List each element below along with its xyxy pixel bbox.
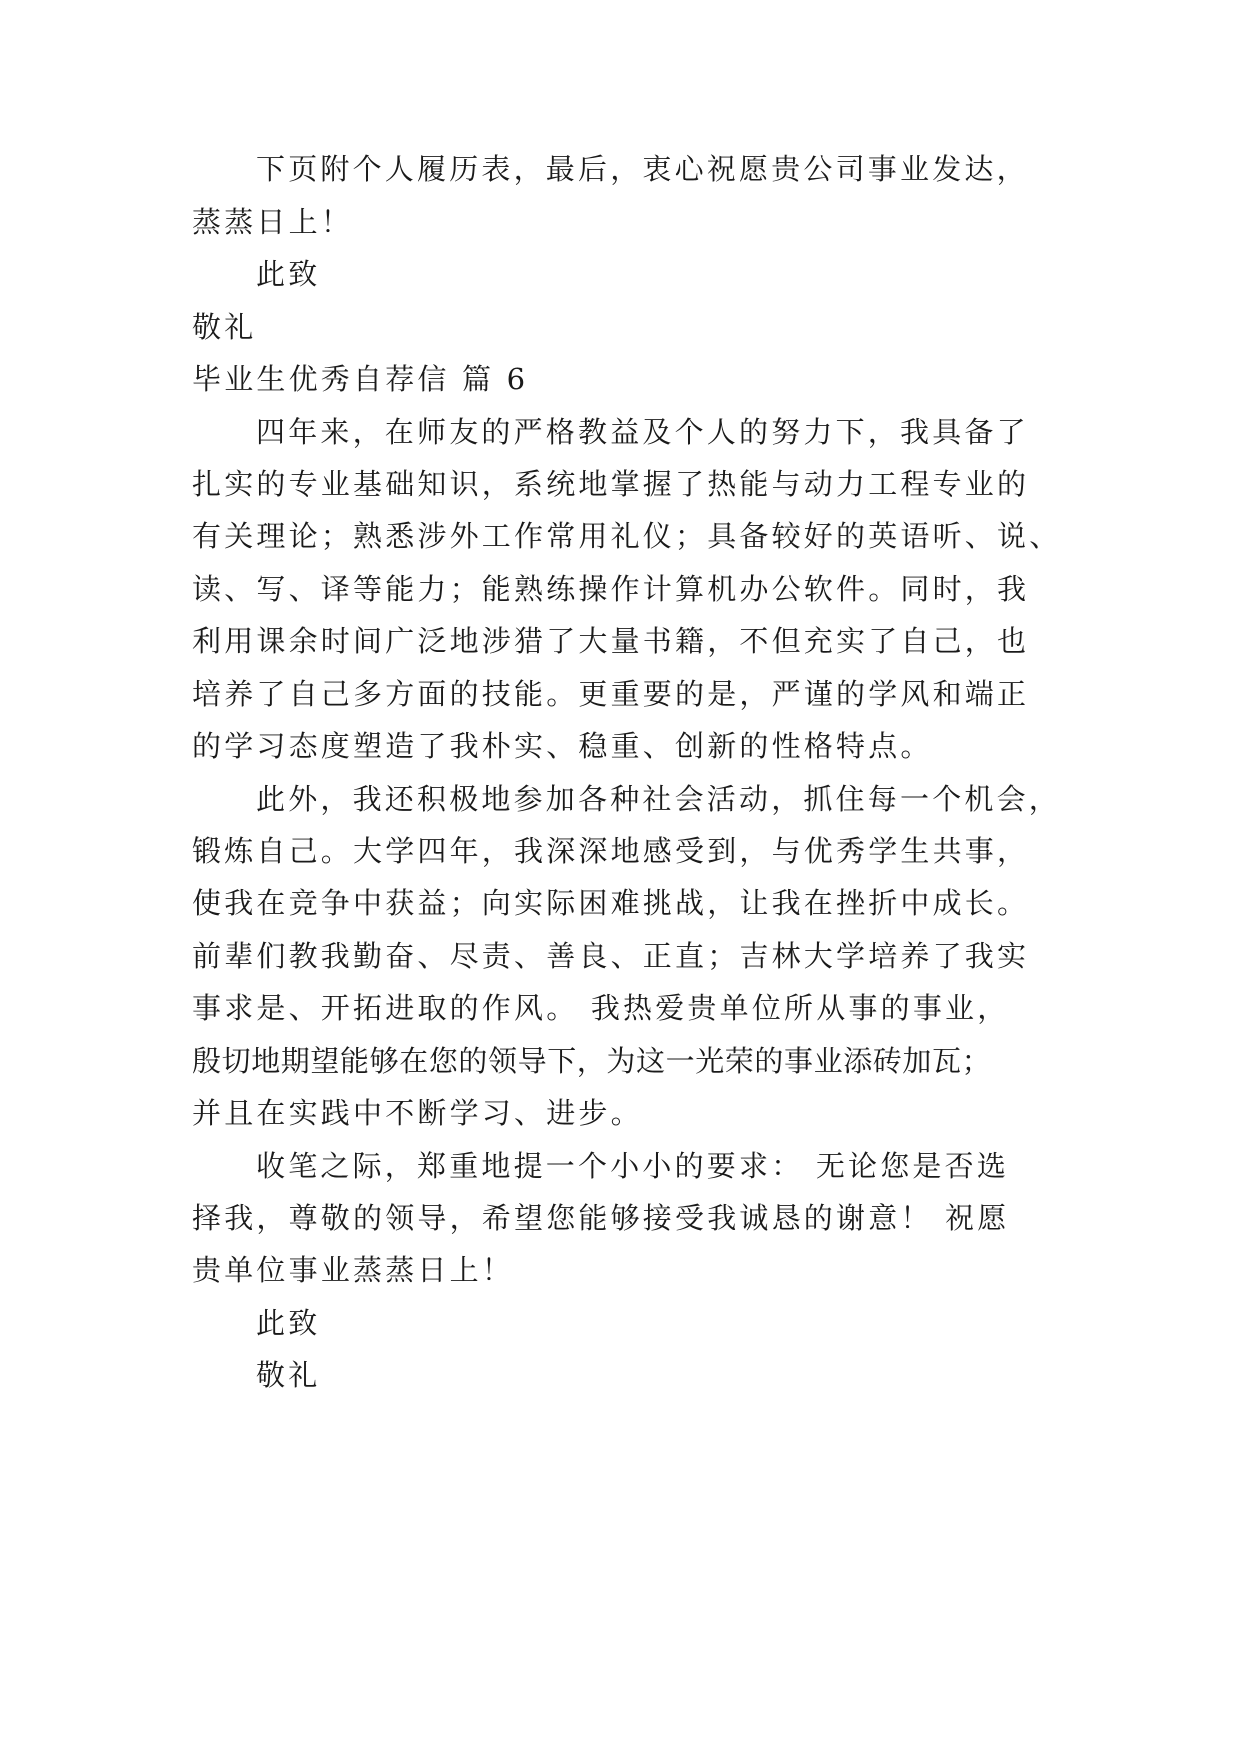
text-line: 下页附个人履历表，最后，衷心祝愿贵公司事业发达， <box>256 152 1029 186</box>
text-line: 并且在实践中不断学习、进步。 <box>192 1096 643 1130</box>
text-line: 择我，尊敬的领导，希望您能够接受我诚恳的谢意！ 祝愿 <box>192 1201 1010 1235</box>
text-line: 扎实的专业基础知识，系统地掌握了热能与动力工程专业的 <box>192 467 1030 501</box>
text-line: 蒸蒸日上！ <box>192 205 354 239</box>
text-line: 此致 <box>256 257 321 291</box>
section-heading: 毕业生优秀自荐信 篇 6 <box>192 362 529 396</box>
text-line: 有关理论；熟悉涉外工作常用礼仪；具备较好的英语听、说、 <box>192 519 1062 553</box>
text-line: 锻炼自己。大学四年，我深深地感受到，与优秀学生共事， <box>192 834 1030 868</box>
text-line: 敬礼 <box>192 310 257 344</box>
text-line: 此外，我还积极地参加各种社会活动，抓住每一个机会， <box>256 782 1062 816</box>
text-line: 培养了自己多方面的技能。更重要的是，严谨的学风和端正 <box>192 677 1030 711</box>
text-line: 前辈们教我勤奋、尽责、善良、正直；吉林大学培养了我实 <box>192 939 1030 973</box>
text-line: 四年来，在师友的严格教益及个人的努力下，我具备了 <box>256 415 1029 449</box>
text-line: 此致 <box>256 1306 321 1340</box>
text-line: 殷切地期望能够在您的领导下，为这一光荣的事业添砖加瓦； <box>192 1044 992 1078</box>
text-line: 读、写、译等能力；能熟练操作计算机办公软件。同时，我 <box>192 572 1030 606</box>
text-line: 收笔之际，郑重地提一个小小的要求： 无论您是否选 <box>256 1149 1010 1183</box>
text-line: 利用课余时间广泛地涉猎了大量书籍，不但充实了自己，也 <box>192 624 1030 658</box>
text-line: 的学习态度塑造了我朴实、稳重、创新的性格特点。 <box>192 729 933 763</box>
text-line: 使我在竞争中获益；向实际困难挑战，让我在挫折中成长。 <box>192 886 1030 920</box>
text-line: 敬礼 <box>256 1358 321 1392</box>
text-line: 事求是、开拓进取的作风。 我热爱贵单位所从事的事业， <box>192 991 1010 1025</box>
text-line: 贵单位事业蒸蒸日上！ <box>192 1253 515 1287</box>
